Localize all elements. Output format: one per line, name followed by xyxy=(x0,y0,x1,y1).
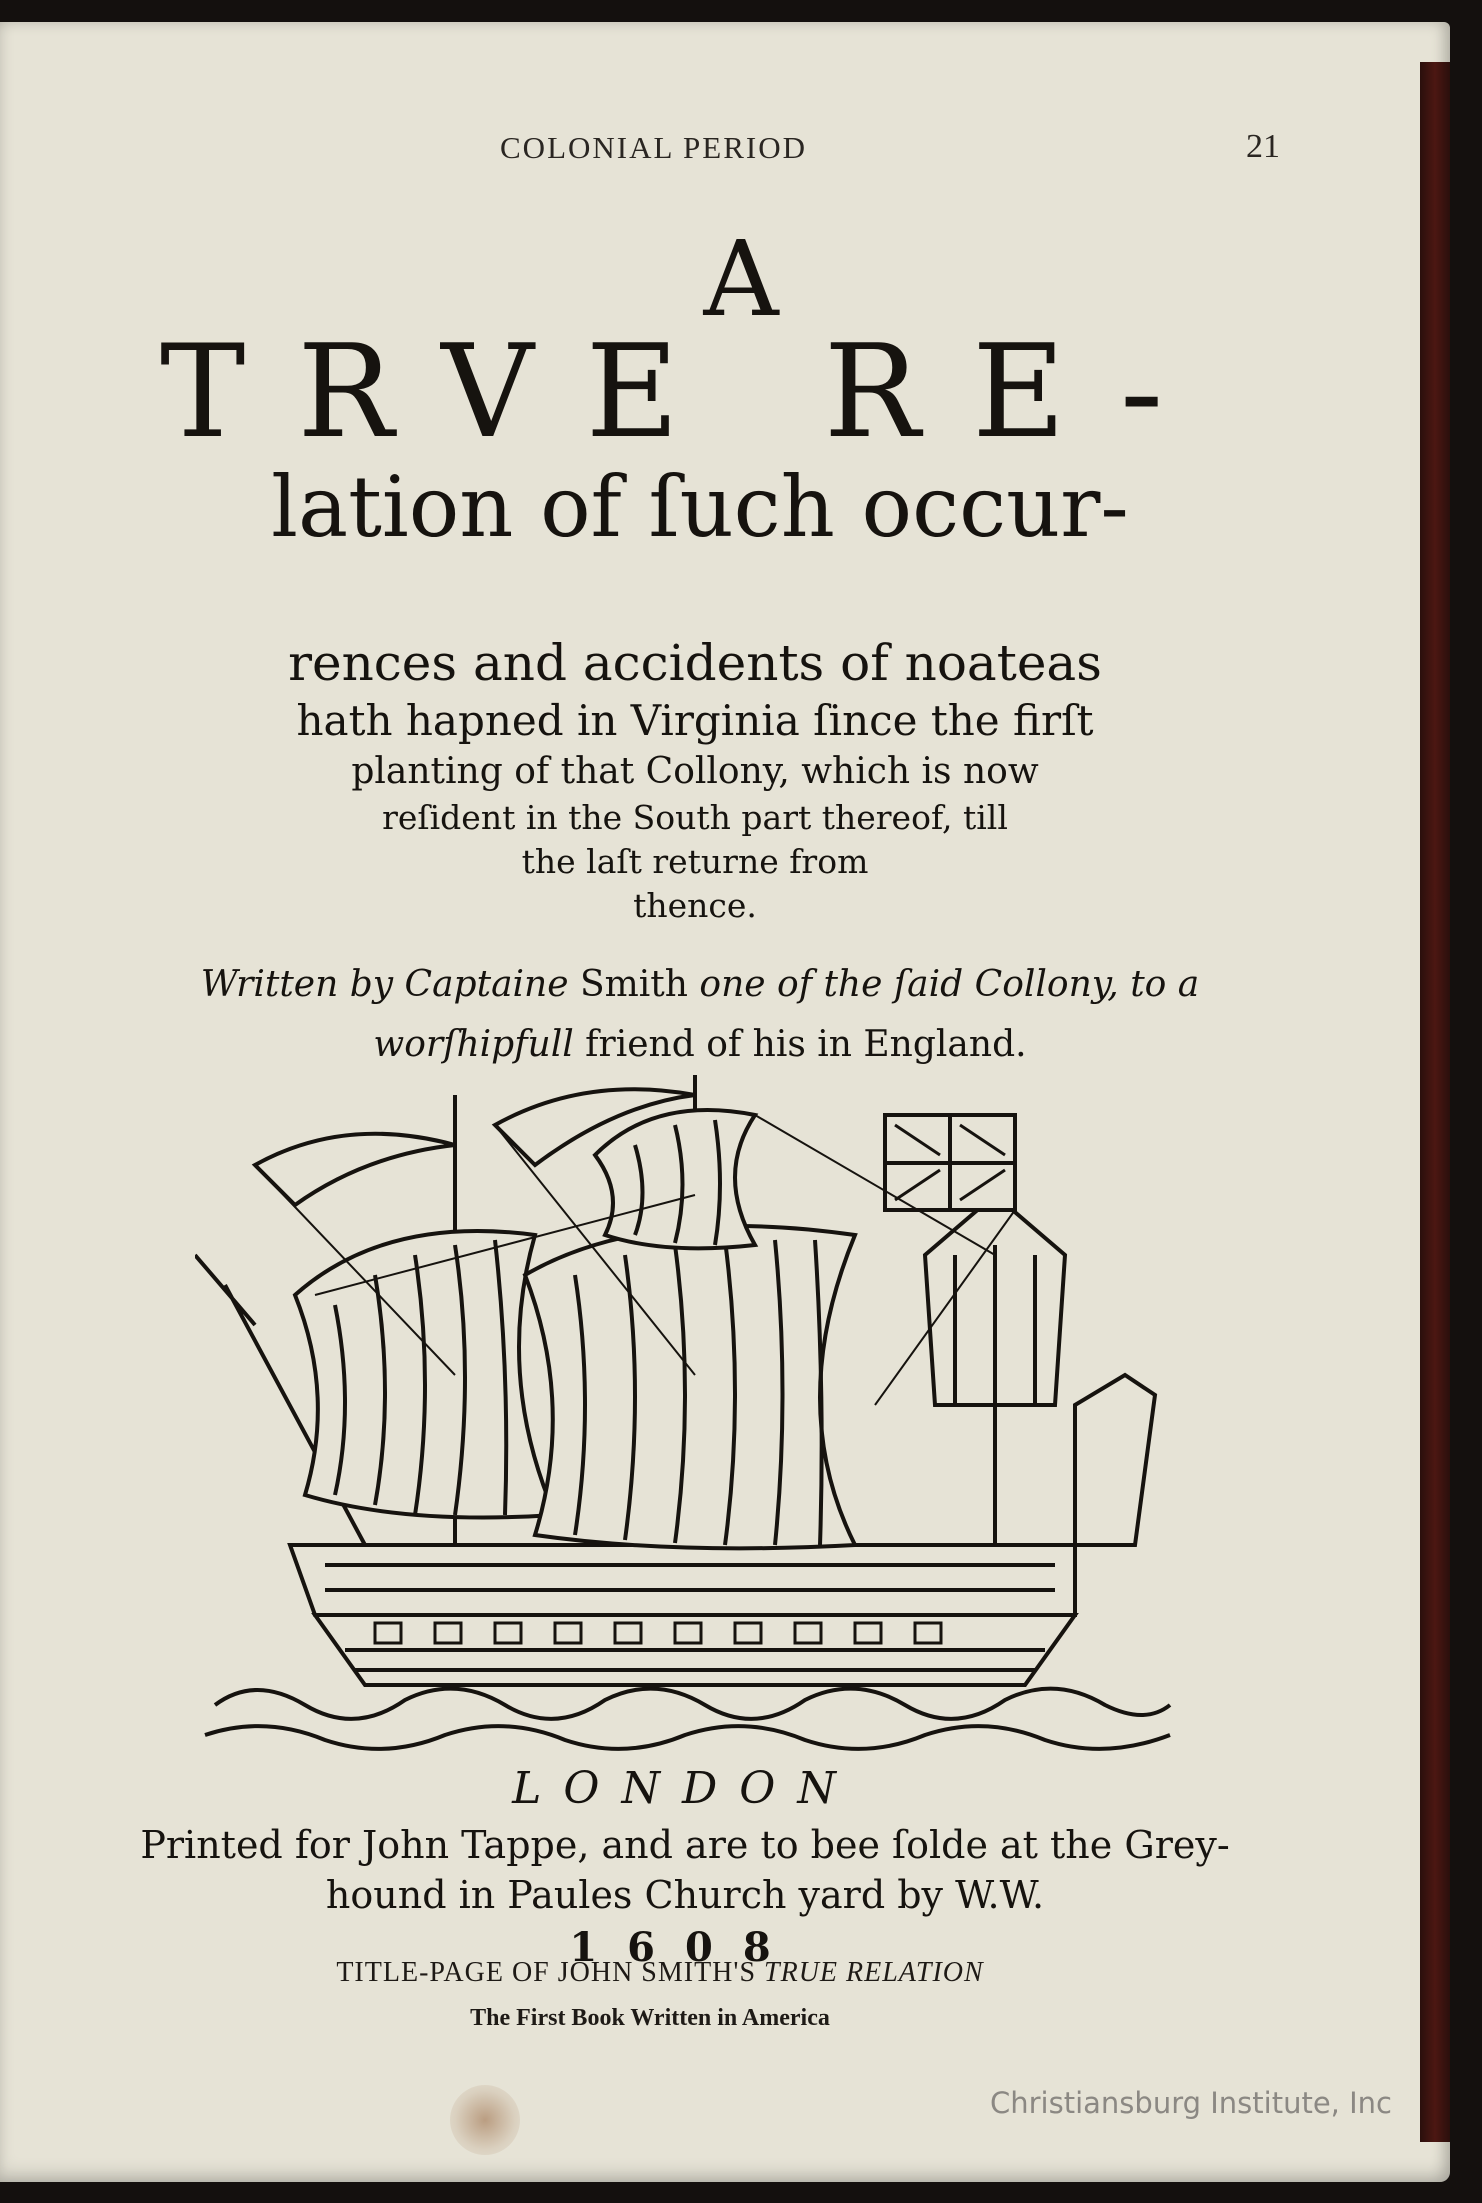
page-number: 21 xyxy=(1246,128,1280,165)
figure-caption xyxy=(0,1957,1320,1989)
title-body-line: planting of that Collony, which is now xyxy=(351,751,1039,792)
imprint-printer-line-2: hound in Paules Church yard by W.W. xyxy=(325,1873,1045,1917)
title-subline: lation of ſuch occur- xyxy=(271,458,1129,556)
author-roman-c: friend of his in England. xyxy=(573,1024,1027,1065)
book-spine xyxy=(1420,62,1450,2142)
title-letter-a: A xyxy=(703,218,779,340)
title-main: TRVE RE- xyxy=(160,318,1216,467)
title-body xyxy=(0,632,1390,928)
author-italic-b: one of the ſaid Collony, to a xyxy=(699,964,1200,1005)
caption-italic-title: TRUE RELATION xyxy=(764,1957,984,1988)
watermark-text: Christiansburg Institute, Inc xyxy=(990,2086,1392,2120)
title-body-line: rences and accidents of noateas xyxy=(288,634,1102,692)
imprint-year: 1608 xyxy=(569,1924,801,1971)
title-body-line: hath hapned in Virginia ſince the firſt xyxy=(296,696,1094,745)
author-line-2 xyxy=(0,1015,1400,1075)
author-statement xyxy=(0,955,1400,1075)
ship-woodcut-illustration xyxy=(195,1075,1185,1765)
imprint xyxy=(0,1758,1370,1976)
author-name: Smith xyxy=(568,964,700,1005)
title-body-line: the laſt returne from xyxy=(521,842,869,881)
author-italic-a: Written by Captaine xyxy=(200,964,569,1005)
figure-subcaption: The First Book Written in America xyxy=(470,2005,830,2031)
paper-stain xyxy=(450,2085,520,2155)
title-body-line: reſident in the South part thereof, till xyxy=(382,798,1008,837)
caption-prefix: TITLE-PAGE OF JOHN SMITH'S xyxy=(336,1957,765,1988)
author-italic-c: worſhipfull xyxy=(373,1024,574,1065)
imprint-city: LONDON xyxy=(512,1763,858,1814)
imprint-printer-line-1: Printed for John Tappe, and are to bee ſolde at the Grey- xyxy=(140,1823,1230,1867)
running-head: COLONIAL PERIOD xyxy=(500,130,807,165)
title-body-line: thence. xyxy=(633,886,757,925)
author-line-1 xyxy=(0,955,1400,1015)
